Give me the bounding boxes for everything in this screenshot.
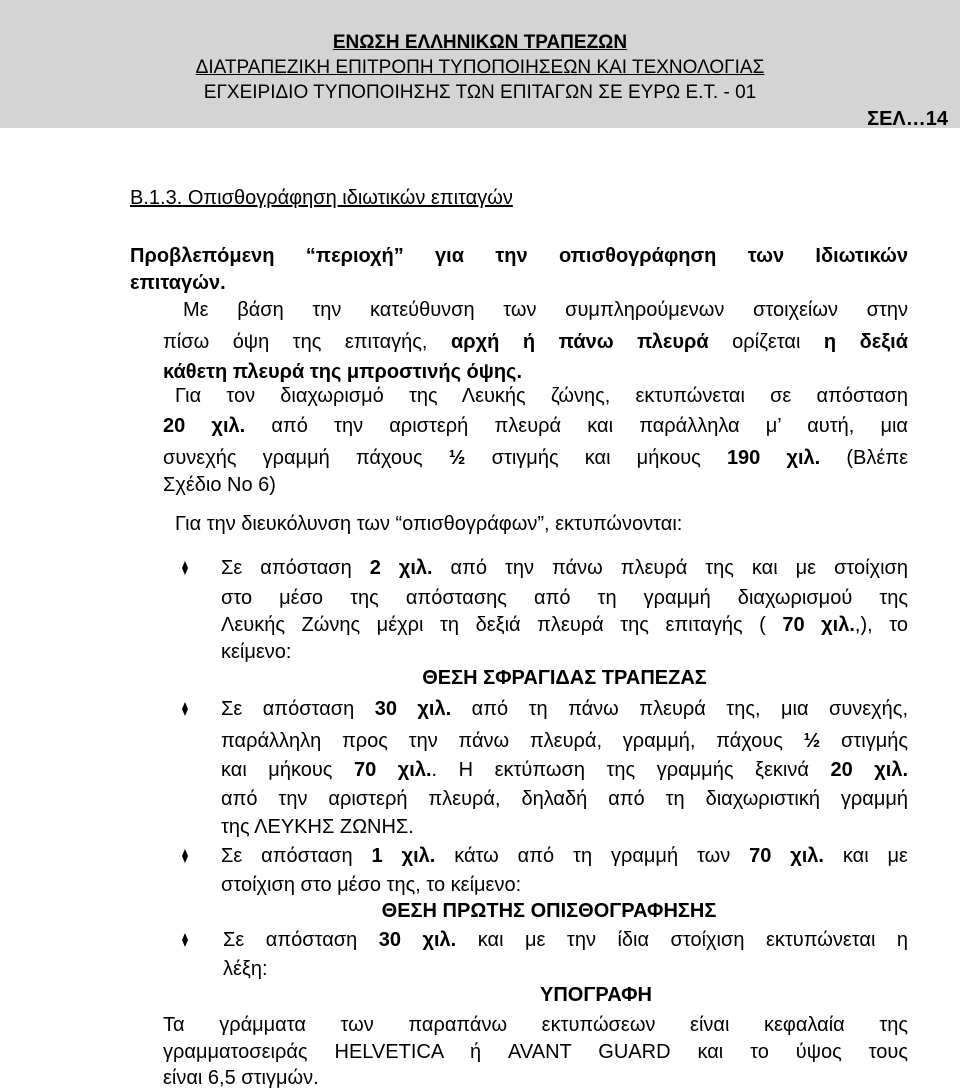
para2-line-3: συνεχής γραμμή πάχους ½ στιγμής και μήκους 190 χιλ. (Βλέπε: [163, 447, 909, 469]
closing-line-2: γραμματοσειράς HELVETICA ή AVANT GUARD και το ύψος τους: [163, 1041, 908, 1063]
bullet3-line-2: στοίχιση στο μέσο της, το κείμενο:: [221, 874, 522, 896]
diamond-bullet-icon: [178, 849, 192, 863]
bullet1-line-3: Λευκής Ζώνης μέχρι τη δεξιά πλευρά της επιταγής ( 70 χιλ.,), το: [221, 614, 908, 636]
bullet1-line-4: κείμενο:: [221, 641, 292, 663]
diamond-bullet-icon: [178, 702, 192, 716]
bullet3-centered-text: ΘΕΣΗ ΠΡΩΤΗΣ ΟΠΙΣΘΟΓΡΑΦΗΣΗΣ: [381, 900, 717, 922]
document-header: [0, 0, 960, 128]
bullet1-line-1: Σε απόσταση 2 χιλ. από την πάνω πλευρά της και με στοίχιση: [221, 557, 908, 579]
closing-line-1: Τα γράμματα των παραπάνω εκτυπώσεων είναι κεφαλαία της: [163, 1014, 908, 1036]
bullet4-line-2: λέξη:: [223, 958, 268, 980]
para1-line-2: πίσω όψη της επιταγής, αρχή ή πάνω πλευρά ορίζεται η δεξιά: [163, 331, 909, 353]
para1-line-1: Με βάση την κατεύθυνση των συμπληρούμενων στοιχείων στην: [183, 299, 908, 321]
closing-line-3: είναι 6,5 στιγμών.: [163, 1067, 319, 1089]
diamond-bullet-icon: [178, 561, 192, 575]
para2-line-4: Σχέδιο Νο 6): [163, 474, 276, 496]
bullet4-centered-text: ΥΠΟΓΡΑΦΗ: [540, 984, 652, 1006]
bullet1-line-2: στο μέσο της απόστασης από τη γραμμή διαχωρισμού της: [221, 587, 908, 609]
para2-line-2: 20 χιλ. από την αριστερή πλευρά και παράλληλα μ’ αυτή, μια: [163, 415, 908, 437]
para3: Για την διευκόλυνση των “οπισθογράφων”, εκτυπώνονται:: [175, 513, 683, 535]
bullet1-centered-text: ΘΕΣΗ ΣΦΡΑΓΙΔΑΣ ΤΡΑΠΕΖΑΣ: [422, 667, 707, 689]
para1-line-3: κάθετη πλευρά της μπροστινής όψης.: [163, 361, 522, 383]
bullet2-line-1: Σε απόσταση 30 χιλ. από τη πάνω πλευρά της, μια συνεχής,: [221, 698, 908, 720]
subheading-line-2: επιταγών.: [130, 272, 226, 294]
header-organization: ΕΝΩΣΗ ΕΛΛΗΝΙΚΩΝ ΤΡΑΠΕΖΩΝ: [332, 32, 628, 53]
bullet4-line-1: Σε απόσταση 30 χιλ. και με την ίδια στοίχιση εκτυπώνεται η: [223, 929, 908, 951]
subheading-line-1: Προβλεπόμενη “περιοχή” για την οπισθογράφηση των Ιδιωτικών: [130, 245, 908, 267]
para2-line-1: Για τον διαχωρισμό της Λευκής ζώνης, εκτυπώνεται σε απόσταση: [175, 385, 908, 407]
bullet2-line-5: της ΛΕΥΚΗΣ ΖΩΝΗΣ.: [221, 816, 414, 838]
bullet2-line-4: από την αριστερή πλευρά, δηλαδή από τη διαχωριστική γραμμή: [221, 788, 908, 810]
page-number: ΣΕΛ…14: [867, 108, 948, 130]
bullet2-line-3: και μήκους 70 χιλ.. Η εκτύπωση της γραμμής ξεκινά 20 χιλ.: [221, 759, 908, 781]
header-manual-title: ΕΓΧΕΙΡΙΔΙΟ ΤΥΠΟΠΟΙΗΣΗΣ ΤΩΝ ΕΠΙΤΑΓΩΝ ΣΕ ΕΥΡΩ Ε.Τ. - 01: [203, 82, 757, 103]
bullet2-line-2: παράλληλη προς την πάνω πλευρά, γραμμή, πάχους ½ στιγμής: [221, 730, 909, 752]
section-number: Β.1.3.: [130, 187, 183, 209]
header-committee: ΔΙΑΤΡΑΠΕΖΙΚΗ ΕΠΙΤΡΟΠΗ ΤΥΠΟΠΟΙΗΣΕΩΝ ΚΑΙ ΤΕΧΝΟΛΟΓΙΑΣ: [195, 57, 765, 78]
diamond-bullet-icon: [178, 933, 192, 947]
section-title-text: Οπισθογράφηση ιδιωτικών επιταγών: [182, 187, 513, 209]
section-title: [130, 187, 513, 210]
bullet3-line-1: Σε απόσταση 1 χιλ. κάτω από τη γραμμή των 70 χιλ. και με: [221, 845, 908, 867]
